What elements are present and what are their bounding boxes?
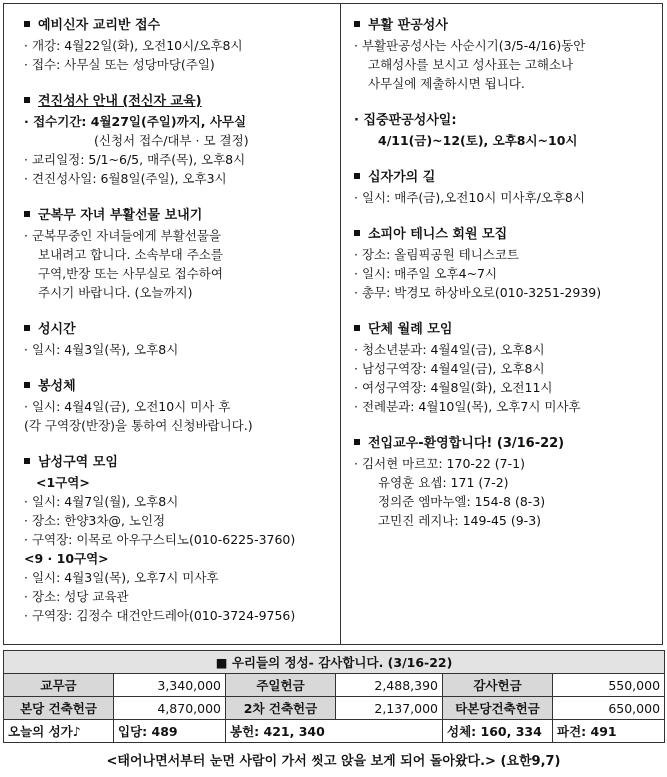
offering-label: 2차 건축헌금 xyxy=(226,697,336,720)
info-line: · 접수기간: 4월27일(주일)까지, 사무실 xyxy=(24,114,247,129)
table-row xyxy=(4,720,665,743)
section-title: 예비신자 교리반 접수 xyxy=(38,18,161,33)
info-line: · 견진성사일: 6월8일(주일), 오후3시 xyxy=(24,171,227,186)
table-row xyxy=(4,674,665,697)
section-catechumen xyxy=(24,14,336,74)
info-line: · 전례분과: 4월10일(목), 오후7시 미사후 xyxy=(354,399,581,414)
offering-amount: 2,488,390 xyxy=(336,674,443,697)
bullet-square-icon xyxy=(24,382,30,388)
right-column xyxy=(354,14,654,546)
offering-amount: 4,870,000 xyxy=(114,697,226,720)
section-way-of-cross xyxy=(354,166,654,207)
info-line: · 일시: 매주(금),오전10시 미사후/오후8시 xyxy=(354,190,585,205)
hymn-recessional: 파견: 491 xyxy=(553,720,665,743)
section-new-parishioners xyxy=(354,432,654,530)
offering-amount: 650,000 xyxy=(553,697,665,720)
info-line: · 여성구역장: 4월8일(화), 오전11시 xyxy=(354,380,553,395)
hymn-entrance: 입당: 489 xyxy=(114,720,226,743)
info-line: · 부활판공성사는 사순시기(3/5-4/16)동안 xyxy=(354,38,586,53)
section-title: 전입교우-환영합니다! (3/16-22) xyxy=(368,436,565,451)
section-tennis-club xyxy=(354,223,654,302)
info-line: · 군복무중인 자녀들에게 부활선물을 xyxy=(24,228,222,243)
bullet-square-icon xyxy=(24,211,30,217)
info-line: · 일시: 4월7일(월), 오후8시 xyxy=(24,494,179,509)
info-line: 정의준 엠마누엘: 154-8 (8-3) xyxy=(378,494,546,509)
offering-label: 감사헌금 xyxy=(443,674,553,697)
section-title: 성시간 xyxy=(38,322,76,337)
info-line: 주시기 바랍니다. (오늘까지) xyxy=(38,285,193,300)
bullet-square-icon xyxy=(24,97,30,103)
district-label: <1구역> xyxy=(36,475,90,490)
info-line: · 접수: 사무실 또는 성당마당(주일) xyxy=(24,57,215,72)
offering-label: 타본당건축헌금 xyxy=(443,697,553,720)
offering-amount: 2,137,000 xyxy=(336,697,443,720)
info-line: (각 구역장(반장)을 통하여 신청바랍니다.) xyxy=(24,418,253,433)
bullet-square-icon xyxy=(354,439,360,445)
column-divider xyxy=(340,4,341,644)
info-line: · 김서현 마르꼬: 170-22 (7-1) xyxy=(354,456,525,471)
info-line: · 구역장: 김정수 대건안드레아(010-3724-9756) xyxy=(24,608,296,623)
offering-amount: 550,000 xyxy=(553,674,665,697)
info-line: 4/11(금)~12(토), 오후8시~10시 xyxy=(378,133,578,148)
section-monthly-meetings xyxy=(354,318,654,416)
info-line: · 구역장: 이목로 아우구스티노(010-6225-3760) xyxy=(24,532,296,547)
info-line: · 장소: 한양3차@, 노인정 xyxy=(24,513,166,528)
offering-label: 주일헌금 xyxy=(226,674,336,697)
section-communion-visit xyxy=(24,375,336,435)
offering-amount: 3,340,000 xyxy=(114,674,226,697)
table-row xyxy=(4,697,665,720)
info-line: · 일시: 4월4일(금), 오전10시 미사 후 xyxy=(24,399,231,414)
section-holy-hour xyxy=(24,318,336,359)
info-line: 고해성사를 보시고 성사표는 고해소나 xyxy=(368,57,574,72)
info-line: · 총무: 박경모 하상바오로(010-3251-2939) xyxy=(354,285,602,300)
left-column xyxy=(24,14,336,641)
info-line: · 남성구역장: 4월4일(금), 오후8시 xyxy=(354,361,545,376)
info-line: · 장소: 올림픽공원 테니스코트 xyxy=(354,247,520,262)
info-line: 고민진 레지나: 149-45 (9-3) xyxy=(378,513,542,528)
info-line: 구역,반장 또는 사무실로 접수하여 xyxy=(38,266,223,281)
bullet-square-icon xyxy=(24,21,30,27)
info-line: · 일시: 4월3일(목), 오후8시 xyxy=(24,342,179,357)
info-line: 사무실에 제출하시면 됩니다. xyxy=(368,76,525,91)
section-title: · 집중판공성사일: xyxy=(354,113,457,128)
section-title: 견진성사 안내 (전신자 교육) xyxy=(38,94,202,109)
section-military-gift xyxy=(24,204,336,302)
info-line: · 일시: 4월3일(목), 오후7시 미사후 xyxy=(24,570,219,585)
section-title: 소피아 테니스 회원 모집 xyxy=(368,227,508,242)
info-line: · 일시: 매주일 오후4~7시 xyxy=(354,266,498,281)
section-title: 단체 월례 모임 xyxy=(368,322,453,337)
section-easter-confession xyxy=(354,14,654,93)
offering-table xyxy=(3,650,665,743)
offering-label: 교무금 xyxy=(4,674,114,697)
hymn-offertory: 봉헌: 421, 340 xyxy=(226,720,443,743)
info-line: · 청소년분과: 4월4일(금), 오후8시 xyxy=(354,342,545,357)
section-title: 부활 판공성사 xyxy=(368,18,448,33)
bullet-square-icon xyxy=(354,230,360,236)
section-title: 남성구역 모임 xyxy=(38,455,118,470)
info-line: 유영훈 요셉: 171 (7-2) xyxy=(378,475,509,490)
section-mens-district xyxy=(24,451,336,625)
bullet-square-icon xyxy=(24,458,30,464)
info-line: 보내려고 합니다. 소속부대 주소를 xyxy=(38,247,223,262)
hymn-communion: 성체: 160, 334 xyxy=(443,720,553,743)
offering-title: ■ 우리들의 정성- 감사합니다. (3/16-22) xyxy=(4,651,665,674)
district-label: <9 · 10구역> xyxy=(24,551,109,566)
section-title: 십자가의 길 xyxy=(368,170,436,185)
hymn-label: 오늘의 성가♪ xyxy=(4,720,114,743)
info-line: · 개강: 4월22일(화), 오전10시/오후8시 xyxy=(24,38,243,53)
section-intensive-confession xyxy=(354,109,654,150)
table-row xyxy=(4,651,665,674)
section-confirmation xyxy=(24,90,336,188)
bullet-square-icon xyxy=(354,173,360,179)
bullet-square-icon xyxy=(354,21,360,27)
info-line: (신청서 접수/대부 · 모 결정) xyxy=(94,133,249,148)
scripture-quote: <태어나면서부터 눈먼 사람이 가서 씻고 앉을 보게 되어 돌아왔다.> (요한9,7) xyxy=(106,754,561,769)
offering-label: 본당 건축헌금 xyxy=(4,697,114,720)
info-line: · 장소: 성당 교육관 xyxy=(24,589,129,604)
section-title: 군복무 자녀 부활선물 보내기 xyxy=(38,208,203,223)
bullet-square-icon xyxy=(24,325,30,331)
section-title: 봉성체 xyxy=(38,379,76,394)
info-line: · 교리일정: 5/1~6/5, 매주(목), 오후8시 xyxy=(24,152,246,167)
bullet-square-icon xyxy=(354,325,360,331)
